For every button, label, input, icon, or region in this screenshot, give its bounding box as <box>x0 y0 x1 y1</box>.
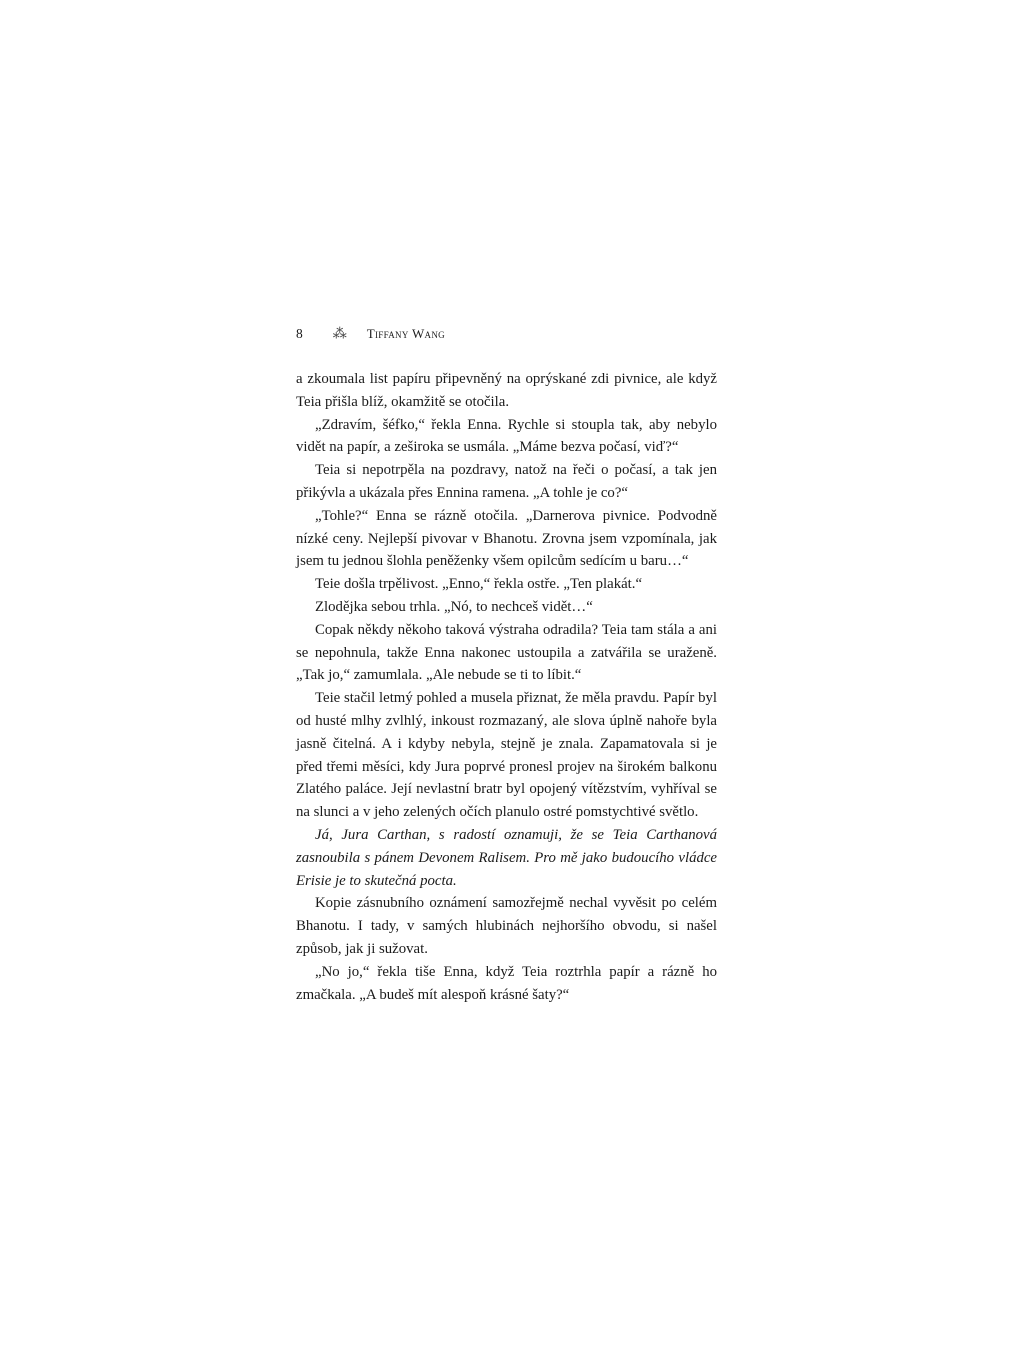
fleuron-ornament-icon: ⁂ <box>332 326 347 342</box>
paragraph: „Tohle?“ Enna se rázně otočila. „Darnerova pivnice. Podvodně nízké ceny. Nejlepší pivovar v Bhanotu. Zrovna jsem vzpomínala, jak jsem tu jednou šlohla peněženky všem opilcům sedícím u baru…“ <box>296 507 717 570</box>
paragraph: a zkoumala list papíru připevněný na oprýskané zdi pivnice, ale když Teia přišla blíž, okamžitě se otočila. <box>296 371 717 410</box>
paragraph: „No jo,“ řekla tiše Enna, když Teia roztrhla papír a rázně ho zmačkala. „A budeš mít alespoň krásné šaty?“ <box>296 963 717 1003</box>
paragraph: Kopie zásnubního oznámení samozřejmě nechal vyvěsit po celém Bhanotu. I tady, v samých hlubinách nejhoršího obvodu, si našel způsob, jak ji sužovat. <box>296 895 717 957</box>
paragraph: „Zdravím, šéfko,“ řekla Enna. Rychle si stoupla tak, aby nebylo vidět na papír, a zeširoka se usmála. „Máme bezva počasí, viď?“ <box>296 416 717 456</box>
paragraph: Teia si nepotrpěla na pozdravy, natož na řeči o počasí, a tak jen přikývla a ukázala přes Ennina ramena. „A tohle je co?“ <box>296 462 717 501</box>
paragraph: Zlodějka sebou trhla. „Nó, to nechceš vidět…“ <box>315 598 593 615</box>
paragraph: Teie stačil letmý pohled a musela přiznat, že měla pravdu. Papír byl od husté mlhy zvlhlý, inkoust rozmazaný, ale slova úplně nahoře byla jasně čitelná. A i kdyby nebyla, stejně je znala. Zapamatovala si je před třemi měsíci, kdy Jura poprvé pronesl projev na širokém balkonu Zlatého paláce. Její nevlastní bratr byl opojený vítězstvím, vyhříval se na slunci a v jeho zelených očích planulo ostré pomstychtivé světlo. <box>296 690 717 821</box>
running-head-author: Tiffany Wang <box>366 326 445 341</box>
paragraph: Teie došla trpělivost. „Enno,“ řekla ostře. „Ten plakát.“ <box>315 576 643 593</box>
body-text <box>296 368 717 1006</box>
running-header <box>296 324 720 344</box>
page-number: 8 <box>296 326 303 341</box>
proclamation-paragraph: Já, Jura Carthan, s radostí oznamuji, že se Teia Carthanová zasnoubila s pánem Devonem Ralisem. Pro mě jako budoucího vládce Erisie je to skutečná pocta. <box>296 826 717 889</box>
paragraph: Copak někdy někoho taková výstraha odradila? Teia tam stála a ani se nepohnula, takže Enna nakonec ustoupila a zatvářila se uraženě. „Tak jo,“ zamumlala. „Ale nebude se ti to líbit.“ <box>296 621 717 684</box>
